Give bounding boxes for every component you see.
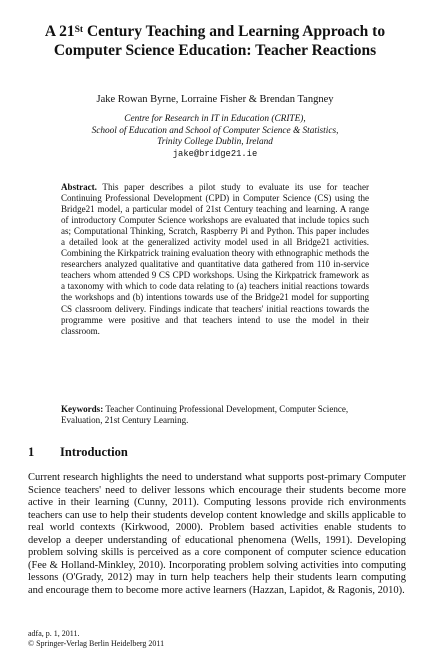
author-email[interactable]: jake@bridge21.ie: [172, 148, 258, 159]
keywords-label: Keywords:: [61, 404, 104, 414]
section-number: 1: [28, 445, 35, 459]
affiliation-line3: Trinity College Dublin, Ireland: [157, 137, 273, 147]
keywords-text: Teacher Continuing Professional Development, Computer Science, Evaluation, 21st Century Learning.: [61, 404, 349, 426]
abstract: [61, 182, 369, 337]
title-superscript: St: [74, 25, 84, 35]
title-line2: Computer Science Education: Teacher Reactions: [53, 42, 377, 59]
abstract-text: This paper describes a pilot study to evaluate its use for teacher Continuing Professional Development (CPD) in Computer Science (CS) using the Bridge21 model, a particular model of 21st Century teaching and learning. A range of introductory Computer Science workshops are evaluated that include topics such as; Computational Thinking, Scratch, Raspberry Pi and Python. This paper includes a detailed look at the generalized activity model used in all Bridge21 activities. Combining the Kirkpatrick training evaluation theory with ethnographic methods the researchers analyzed qualitative and quantitative data gathered from 110 in-service teachers whom attended 9 CS CPD workshops. Using the Kirkpatrick framework as a taxonomy with which to code data relating to (a) teachers initial reactions towards the workshops and (b) intentions towards use of the Bridge21 model for supporting CS classroom delivery. Findings indicate that teachers' initial reactions towards the programme were positive and that teachers intend to use the model in their classroom.: [61, 182, 369, 336]
introduction-paragraph: Current research highlights the need to understand what supports post-primary Computer Science teachers' need to deliver lessons which encourage their students become more active in their learning (Cunny, 2011). Computing lessons provide rich environments teachers can use to help their students develop content knowledge and skills applicable to real world contexts (Kirkwood, 2000). Problem based activities enable students to develop a deeper understanding of educational phenomena (Wells, 1991). Developing problem solving skills is perceived as a core component of computer science education (Fee & Holland-Minkley, 2010). Incorporating problem solving activities into computing lessons (O'Grady, 2012) may in turn help teachers help their students learn computing and encourage them to become more active learners (Hazzan, Lapidot, & Ragonis, 2010).: [28, 472, 406, 596]
title-part2: Century Teaching and Learning Approach to: [83, 23, 386, 40]
footer-line1: adfa, p. 1, 2011.: [28, 629, 80, 638]
affiliation: [20, 114, 410, 160]
section-title: Introduction: [60, 445, 128, 459]
copyright-footer: [28, 629, 328, 648]
paper-title: [20, 22, 410, 60]
section-heading: [28, 445, 408, 460]
title-part1: A 21: [44, 23, 75, 40]
keywords: [61, 404, 369, 426]
author-list: Jake Rowan Byrne, Lorraine Fisher & Brendan Tangney: [96, 94, 334, 105]
affiliation-line2: School of Education and School of Computer Science & Statistics,: [91, 125, 339, 136]
footer-line2: © Springer-Verlag Berlin Heidelberg 2011: [28, 638, 165, 648]
abstract-label: Abstract.: [61, 182, 97, 192]
affiliation-line1: Centre for Research in IT in Education (CRITE),: [124, 114, 306, 124]
